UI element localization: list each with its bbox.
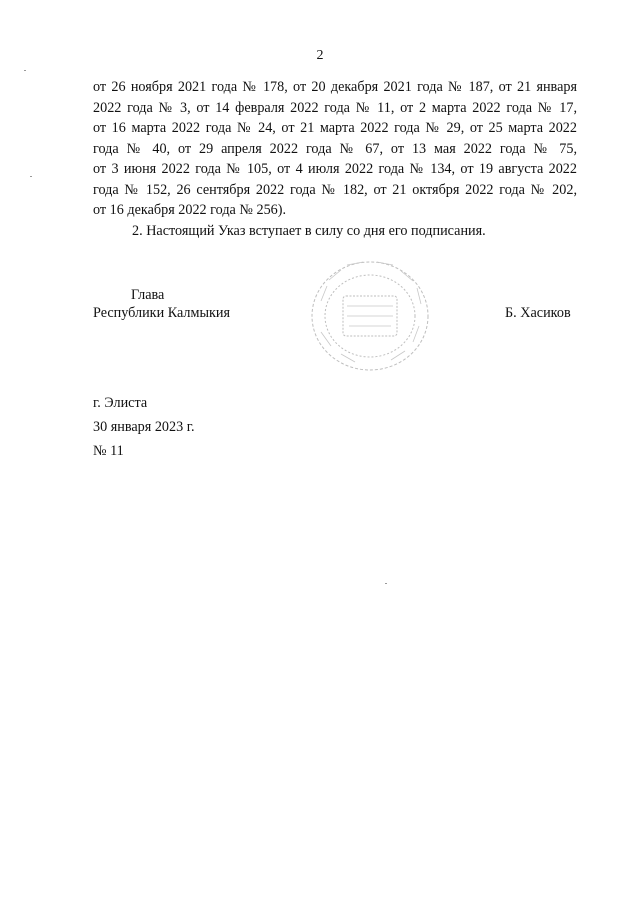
signatory-organization: Республики Калмыкия (93, 305, 231, 321)
signatory-title: Глава (131, 287, 165, 303)
text-line: от 3 июня 2022 года № 105, от 4 июля 2022 года № 134, от 19 августа 2022 (93, 161, 577, 177)
scan-speck (30, 176, 32, 177)
paragraph-effective-date: 2. Настоящий Указ вступает в силу со дня его подписания. (132, 222, 486, 239)
signing-date: 30 января 2023 г. (93, 419, 195, 435)
text-line: года № 40, от 29 апреля 2022 года № 67, от 13 мая 2022 года № 75, (93, 140, 577, 157)
text-line: от 26 ноября 2021 года № 178, от 20 декабря 2021 года № 187, от 21 января (93, 79, 577, 95)
scan-speck (385, 583, 387, 584)
place-of-signing: г. Элиста (93, 395, 148, 411)
decree-number: № 11 (93, 443, 124, 459)
decree-body (93, 77, 577, 241)
text-line: 2022 года № 3, от 14 февраля 2022 года № 11, от 2 марта 2022 года № 17, (93, 99, 577, 116)
page-number: 2 (316, 48, 324, 63)
scan-speck (24, 70, 26, 71)
official-seal-stamp (307, 256, 433, 376)
text-line: от 16 декабря 2022 года № 256). (93, 202, 287, 218)
paragraph-amendments-list (93, 77, 577, 221)
text-line: года № 152, 26 сентября 2022 года № 182, от 21 октября 2022 года № 202, (93, 181, 577, 198)
signatory-name: Б. Хасиков (505, 305, 571, 321)
text-line: от 16 марта 2022 года № 24, от 21 марта 2022 года № 29, от 25 марта 2022 (93, 120, 577, 136)
